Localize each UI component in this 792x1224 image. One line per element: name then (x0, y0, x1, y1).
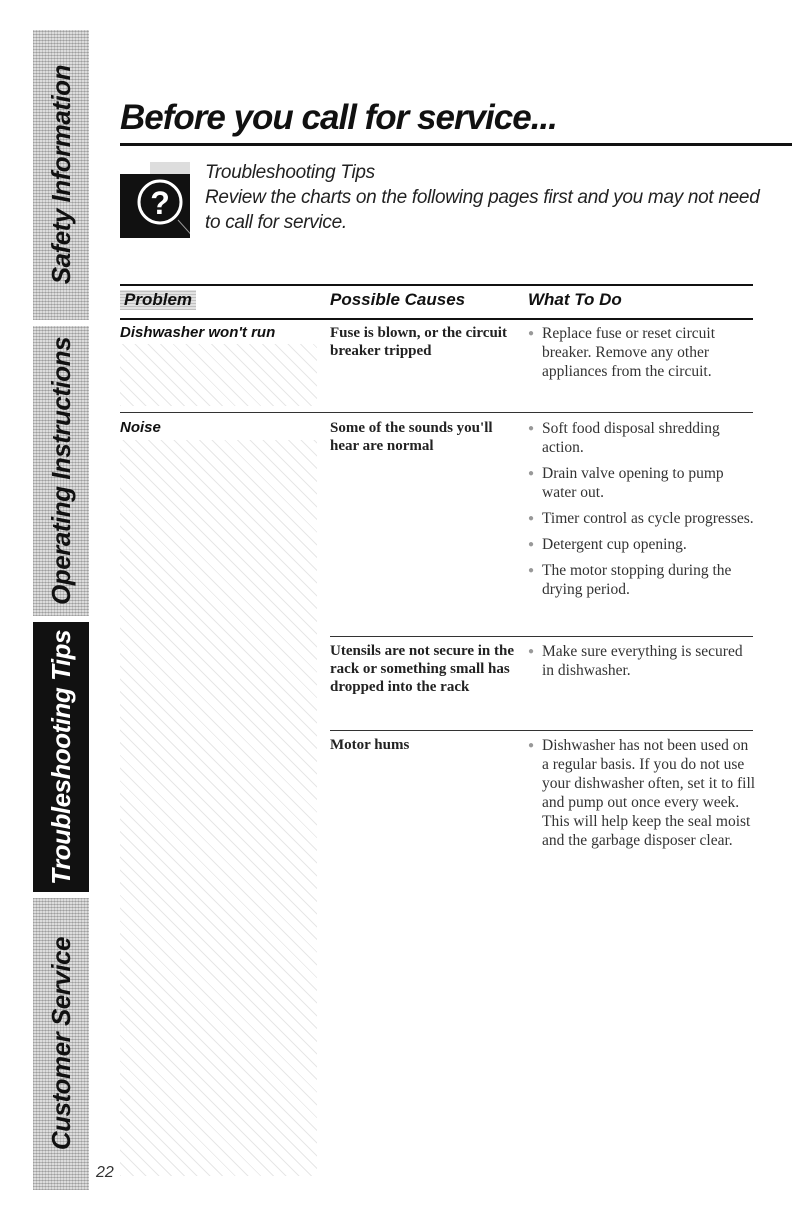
bullet-icon: ● (528, 513, 535, 524)
todo-item: ● Dishwasher has not been used on a regular basis. If you do not use your dishwasher often, set it to fill and pump out once every week. This will help keep the seal moist and the garbage disposer clear. (528, 737, 756, 849)
problem-label: Dishwasher won't run (120, 324, 276, 341)
bullet-icon: ● (528, 565, 535, 576)
cause-text: Motor hums (330, 737, 410, 753)
table-header-rule (120, 318, 753, 320)
bullet-icon: ● (528, 646, 535, 657)
tab-label: Troubleshooting Tips (45, 629, 76, 885)
row-divider (330, 730, 753, 731)
tab-operating-instructions[interactable] (33, 326, 89, 616)
tab-label: Customer Service (45, 937, 76, 1151)
tab-troubleshooting-tips[interactable] (33, 622, 89, 892)
todo-list (528, 642, 758, 680)
cause-text: Fuse is blown, or the circuit breaker tripped (330, 325, 507, 359)
cause-text: Some of the sounds you'll hear are normal (330, 420, 493, 454)
todo-item: ● Make sure everything is secured in dishwasher. (528, 643, 743, 679)
tips-body: Review the charts on the following pages first and you may not need to call for service. (205, 187, 760, 233)
todo-item: ● Soft food disposal shredding action. (528, 420, 720, 456)
problem-label: Noise (120, 419, 161, 436)
tab-customer-service[interactable] (33, 898, 89, 1190)
question-mark-icon (120, 162, 190, 238)
column-header-causes: Possible Causes (330, 290, 466, 309)
bullet-icon: ● (528, 740, 535, 751)
todo-item: ● Detergent cup opening. (528, 536, 687, 553)
todo-list (528, 736, 758, 850)
bullet-icon: ● (528, 468, 535, 479)
problem-column-pattern (120, 440, 317, 1176)
tips-block (205, 160, 765, 235)
tab-safety-information[interactable] (33, 30, 89, 320)
page-title: Before you call for service... (120, 98, 557, 137)
column-header-problem: Problem (120, 290, 196, 310)
tab-label: Operating Instructions (45, 337, 76, 605)
todo-item: ● The motor stopping during the drying period. (528, 562, 732, 598)
tips-heading: Troubleshooting Tips (205, 162, 375, 183)
column-header-todo: What To Do (528, 290, 622, 309)
table-top-rule (120, 284, 753, 286)
svg-text:?: ? (150, 185, 170, 221)
todo-item: ● Drain valve opening to pump water out. (528, 465, 724, 501)
row-divider (120, 412, 753, 413)
bullet-icon: ● (528, 539, 535, 550)
bullet-icon: ● (528, 328, 535, 339)
problem-column-pattern (120, 344, 317, 406)
cause-text: Utensils are not secure in the rack or something small has dropped into the rack (330, 643, 515, 695)
bullet-icon: ● (528, 423, 535, 434)
todo-item: ● Replace fuse or reset circuit breaker. Remove any other appliances from the circuit. (528, 325, 715, 380)
title-divider (120, 143, 792, 146)
section-sidebar (33, 30, 89, 1190)
tab-label: Safety Information (45, 65, 76, 285)
todo-list (528, 419, 758, 599)
page-number: 22 (96, 1164, 114, 1181)
todo-item: ● Timer control as cycle progresses. (528, 510, 754, 527)
row-divider (330, 636, 753, 637)
todo-list (528, 324, 758, 381)
